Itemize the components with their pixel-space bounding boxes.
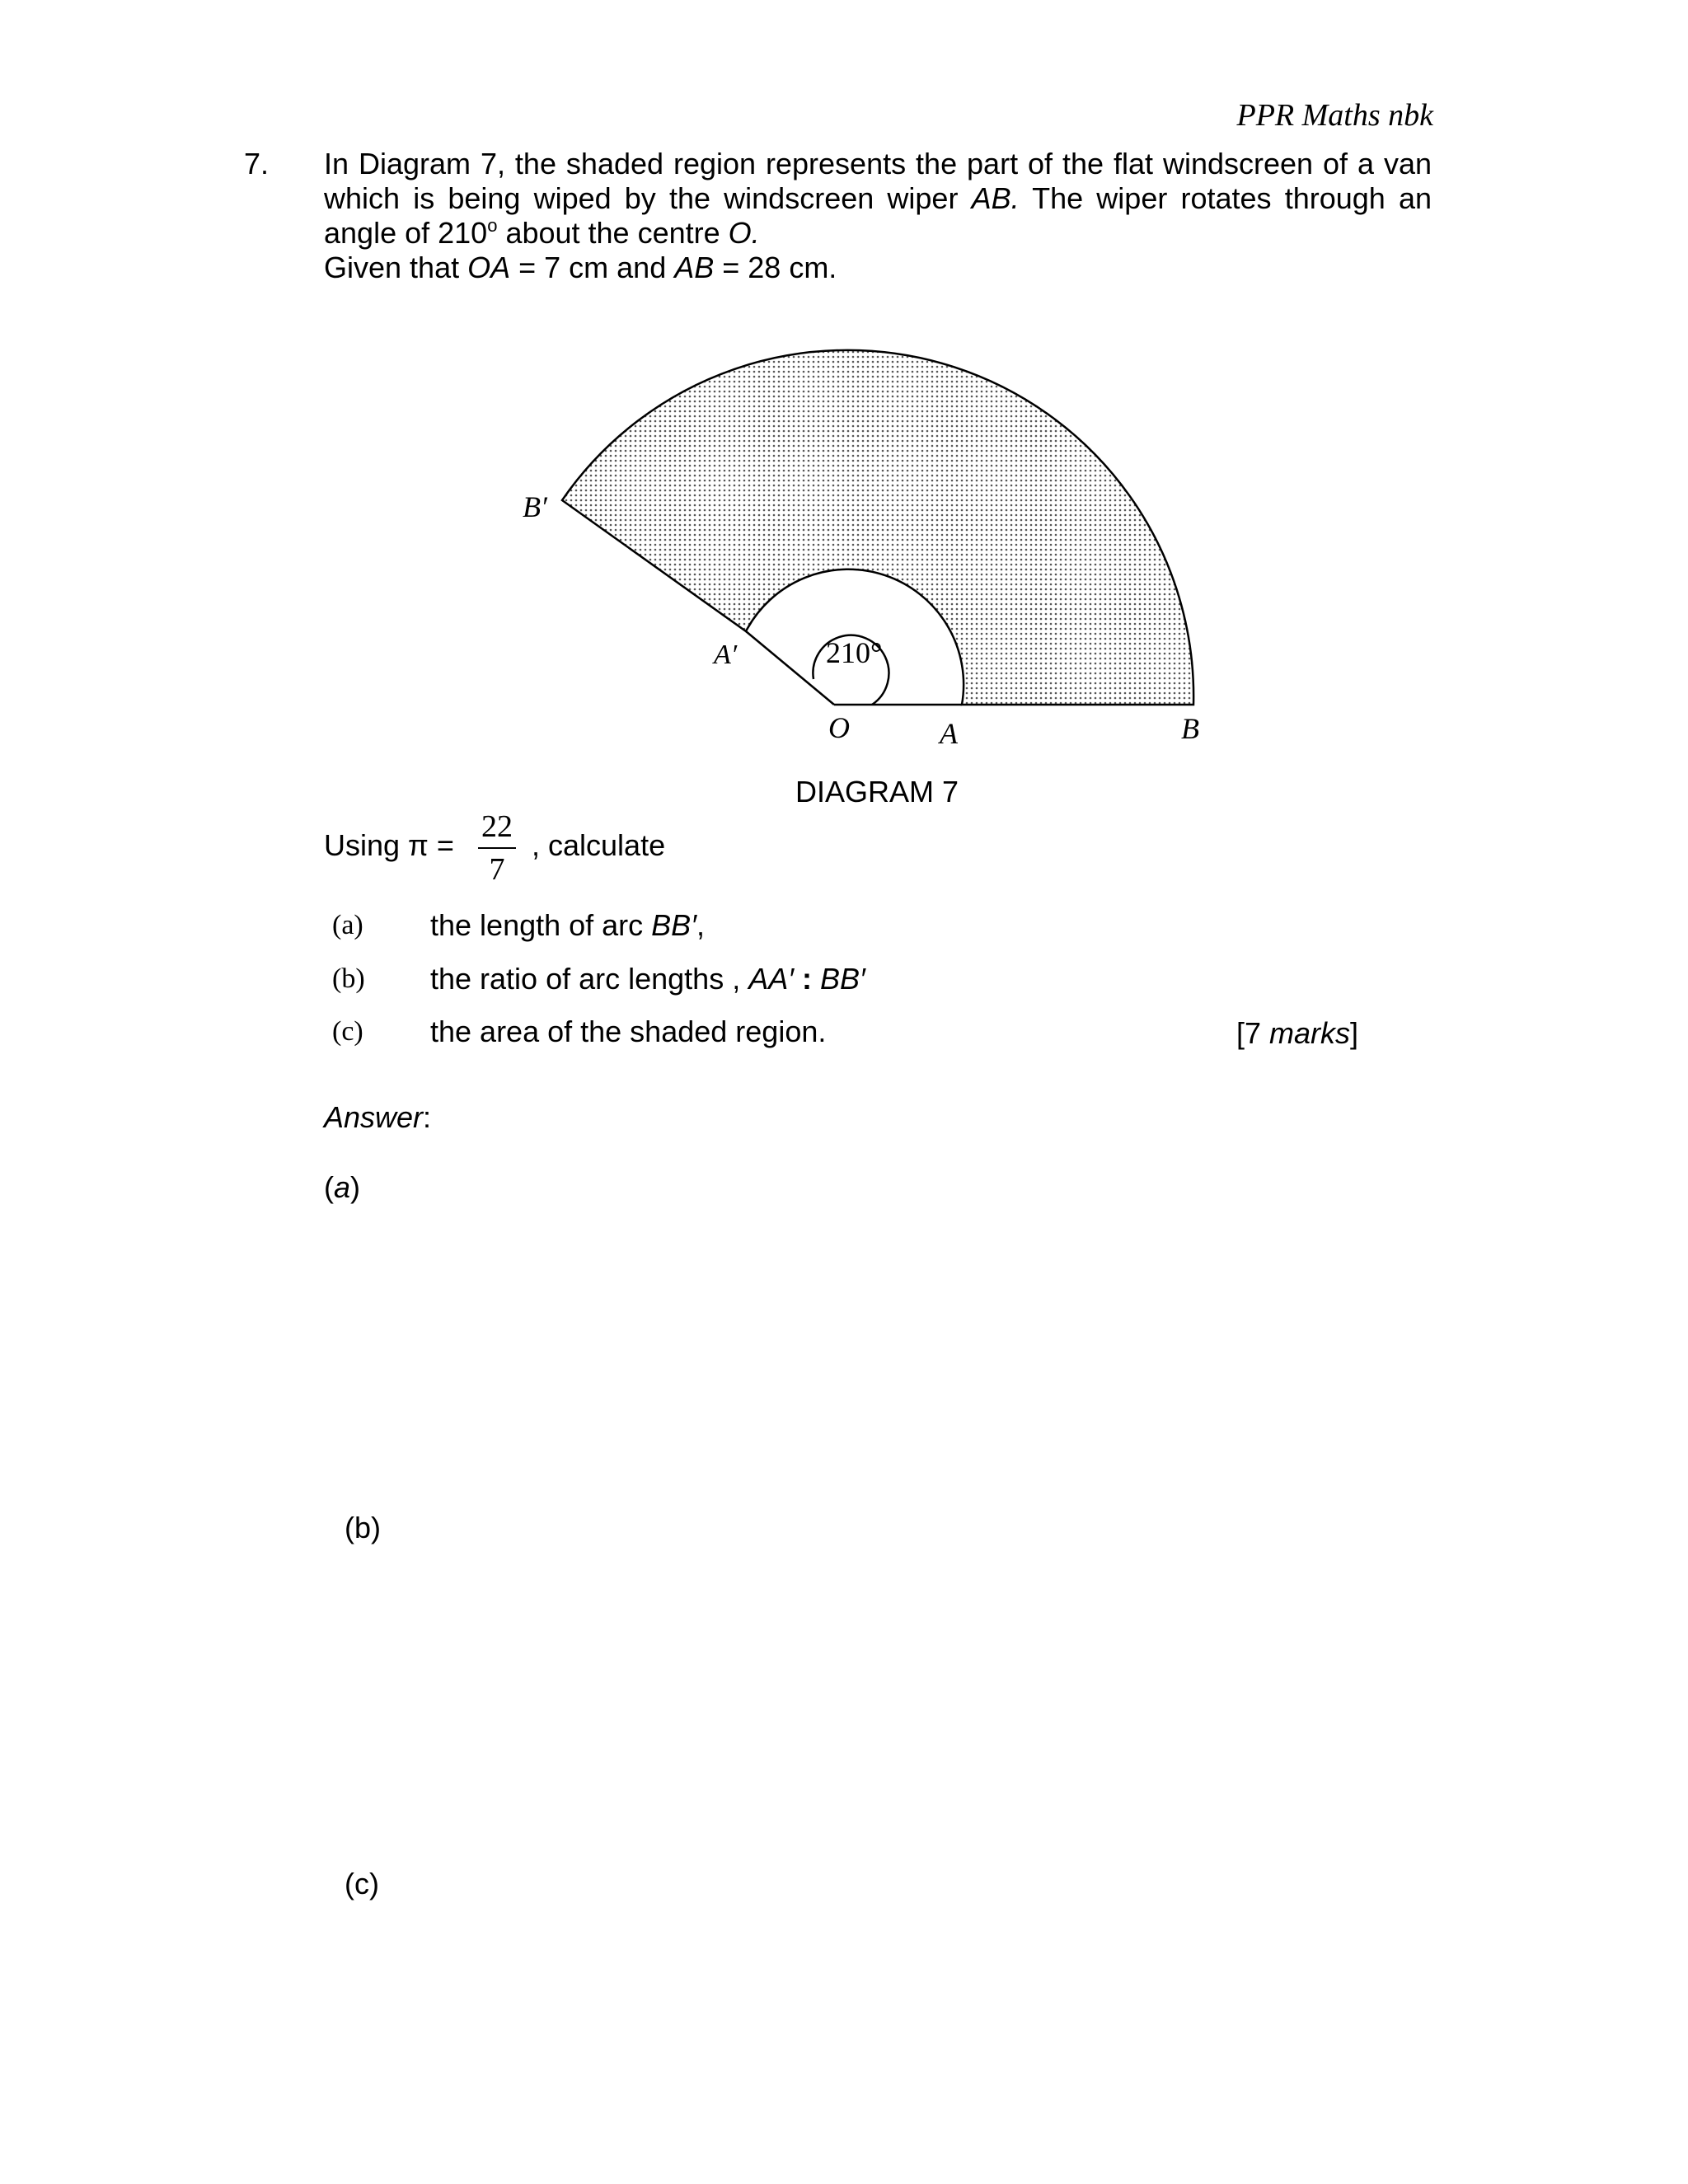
using-pi-label: Using π = [324,828,454,862]
fraction-bar [478,847,516,849]
stem-line-4: Given that OA = 7 cm and AB = 28 cm. [324,251,837,284]
answer-part-a: (a) [324,1170,361,1204]
question-stem [324,147,1432,285]
label-o: O [828,711,850,744]
label-b: B [1181,712,1199,745]
part-b-text: the ratio of arc lengths , AA′ : BB′ [430,962,865,996]
part-c-label: (c) [332,1016,363,1047]
label-b-prime: B′ [523,490,547,523]
label-angle: 210° [826,636,883,669]
stem-line-2: which is being wiped by the windscreen wiper AB. The wiper rotates through an [324,181,1432,215]
diagram-caption: DIAGRAM 7 [795,775,959,808]
pi-denominator: 7 [489,852,505,887]
part-a-label: (a) [332,910,363,940]
pi-fraction [476,808,518,888]
part-c-text: the area of the shaded region. [430,1015,827,1048]
answer-part-b: (b) [345,1511,381,1544]
page-header: PPR Maths nbk [1236,98,1433,133]
part-a-text: the length of arc BB′, [430,908,705,942]
label-a-prime: A′ [714,640,738,670]
answer-part-c: (c) [345,1867,379,1900]
question-number: 7. [244,147,270,180]
wiper-line-o-a-prime [746,631,834,705]
pi-numerator: 22 [481,809,513,844]
marks-allocation: [7 marks] [1236,1016,1359,1050]
sector-diagram [495,330,1236,758]
stem-line-1: In Diagram 7, the shaded region represents the part of the flat windscreen of a van [324,147,1432,180]
part-b-label: (b) [332,963,365,994]
stem-line-3: angle of 210$^o$ about the centre O. [324,215,760,250]
calculate-label: , calculate [532,828,666,862]
answer-label: Answer: [324,1100,432,1134]
label-a: A [940,717,958,750]
